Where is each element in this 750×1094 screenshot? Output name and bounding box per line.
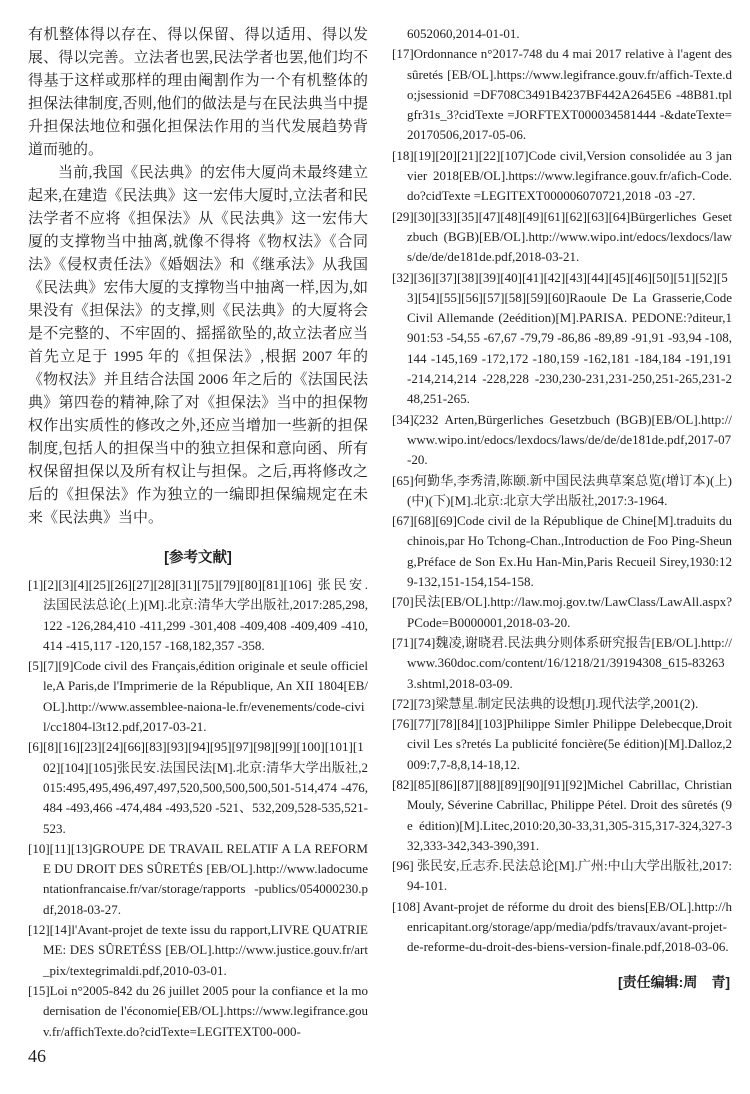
- reference-entry: [12][14]l'Avant-projet de texte issu du rapport,LIVRE QUATRIEME: DES SÛRETÉSS [EB/OL].http://www.justice.gouv.fr/art_pix/textegrimaldi.pdf,2010-03-01.: [28, 922, 368, 978]
- references-heading: [参考文献]: [164, 550, 232, 566]
- reference-entry: [71][74]魏凌,谢晓君.民法典分则体系研究报告[EB/OL].http://www.360doc.com/content/16/1218/21/39194308_615-832633.shtml,2018-03-09.: [392, 634, 732, 691]
- reference-entry: [5][7][9]Code civil des Français,édition originale et seule officielle,A Paris,de l'Imprimerie de la République, An XII 1804[EB/OL].http://www.assemblee-naiona-le.fr/evenements/code-civil/cc1804-l3t12.pdf,2017-03-21.: [28, 658, 368, 735]
- editor-note: [责任编辑:周 青]: [618, 973, 730, 990]
- reference-entry: [34]ζ232 Arten,Bürgerliches Gesetzbuch (BGB)[EB/OL].http://www.wipo.int/edocs/lexdocs/laws/de/de/de181de.pdf,2017-07-20.: [392, 411, 732, 468]
- reference-entry: [76][77][78][84][103]Philippe Simler Philippe Delebecque,Droit civil Les s?retés La publicité foncière(5e édition)[M].Dalloz,2009:7,7-8,8,14-18,12.: [392, 716, 732, 772]
- reference-entry: [67][68][69]Code civil de la République de Chine[M].traduits du chinois,par Ho Tchong-Chan.,Introduction de Foo Ping-Sheung,Préface de Son Ex.Hu Han-Min,Paris Recueil Sirey,1930:129-132,151-154,154-158.: [392, 513, 732, 590]
- body-paragraph: 当前,我国《民法典》的宏伟大厦尚未最终建立起来,在建造《民法典》这一宏伟大厦时,立法者和民法学者不应将《担保法》从《民法典》这一宏伟大厦的支撑物当中抽离,就像不得将《物权法》《合同法》《侵权责任法》《婚姻法》和《继承法》从我国《民法典》宏伟大厦的支撑物当中抽离一样,因为,如果没有《担保法》的支撑,则《民法典》的大厦将会是不完整的、不牢固的、摇摇欲坠的,故立法者应当首先立足于 1995 年的《担保法》,根据 2007 年的《物权法》并且结合法国 2006 年之后的《法国民法典》第四卷的精神,除了对《担保法》当中的担保物权作出实质性的修改之外,还应当增加一些新的担保制度,包括人的担保当中的独立担保和意向函、所有权保留担保以及所有权让与担保。之后,再将修改之后的《担保法》作为独立的一编即担保编规定在未来《民法典》当中。: [28, 165, 368, 526]
- reference-entry: [17]Ordonnance n°2017-748 du 4 mai 2017 relative à l'agent des sûretés [EB/OL].https://www.legifrance.gouv.fr/affich-Texte.do;jsessionid =DF708C3491B4237BF442A2645E6 -48B81.tplgfr31s_3?cidTexte =JORFTEXT000034581444 -&dateTexte=20170506,2017-05-06.: [392, 46, 732, 143]
- reference-entry: [29][30][33][35][47][48][49][61][62][63][64]Bürgerliches Gesetzbuch (BGB)[EB/OL].http://www.wipo.int/edocs/lexdocs/laws/de/de/de181de.pdf,2018-03-21.: [392, 208, 732, 265]
- left-column: [28, 24, 368, 1042]
- reference-entry: [96] 张民安,丘志乔.民法总论[M].广州:中山大学出版社,2017:94-101.: [392, 858, 732, 894]
- reference-entry: [65]何勤华,李秀清,陈颐.新中国民法典草案总览(增订本)(上)(中)(下)[M].北京:北京大学出版社,2017:3-1964.: [392, 472, 732, 508]
- reference-continuation: 6052060,2014-01-01.: [407, 26, 520, 41]
- reference-entry: [6][8][16][23][24][66][83][93][94][95][97][98][99][100][101][102][104][105]张民安.法国民法[M].北京:清华大学出版社,2015:495,495,496,497,497,520,500,500,500,501-514,474 -476,484 -493,466 -474,484 -493,520 -521、532,209,528-535,521-523.: [28, 739, 368, 836]
- right-column: [392, 24, 732, 1042]
- reference-entry: [1][2][3][4][25][26][27][28][31][75][79][80][81][106] 张民安.法国民法总论(上)[M].北京:清华大学出版社,2017:285,298,122 -126,284,410 -411,299 -301,408 -409,408 -409,409 -410,414 -415,117 -120,157 -168,182,357 -358.: [28, 577, 368, 653]
- reference-entry: [72][73]梁慧星.制定民法典的设想[J].现代法学,2001(2).: [392, 695, 699, 711]
- reference-entry: [82][85][86][87][88][89][90][91][92]Michel Cabrillac, Christian Mouly, Séverine Cabrillac, Philippe Pétel. Droit des sûretés (9e édition)[M].Litec,2010:20,30-33,31,305-315,317-324,327-332,333-342,343-390,391.: [392, 776, 732, 853]
- reference-entry: [70]民法[EB/OL].http://law.moj.gov.tw/LawClass/LawAll.aspx?PCode=B0000001,2018-03-20.: [392, 594, 732, 630]
- page-number: 46: [28, 1046, 46, 1066]
- body-paragraph: 有机整体得以存在、得以保留、得以适用、得以发展、得以完善。立法者也罢,民法学者也罢,他们均不得基于这样或那样的理由阉割作为一个有机整体的担保法律制度,否则,他们的做法是与在民法典当中提升担保法地位和强化担保法作用的当代发展趋势背道而驰的。: [28, 27, 368, 158]
- reference-entry: [15]Loi n°2005-842 du 26 juillet 2005 pour la confiance et la modernisation de l'économie[EB/OL].https://www.legifrance.gouv.fr/affichTexte.do?cidTexte=LEGITEXT00-000-: [28, 982, 368, 1039]
- reference-entry: [10][11][13]GROUPE DE TRAVAIL RELATIF A LA REFORME DU DROIT DES SÛRETÉS [EB/OL].http://www.ladocumentationfrancaise.fr/var/storage/rapports -publics/054000230.pdf,2018-03-27.: [28, 840, 368, 917]
- two-column-layout: [28, 24, 732, 1042]
- reference-entry: [32][36][37][38][39][40][41][42][43][44][45][46][50][51][52][53][54][55][56][57][58][59][60]Raoule De La Grasserie,Code Civil Allemande (2eédition)[M].PARISA. PEDONE:?diteur,1901:53 -54,55 -67,67 -79,79 -86,86 -89,89 -91,91 -93,94 -108,144 -145,169 -172,172 -180,159 -162,181 -184,184 -191,191 -214,214,214 -228,228 -230,230-231,231-250,251-265,231-248,251-265.: [392, 269, 732, 407]
- reference-entry: [108] Avant-projet de réforme du droit des biens[EB/OL].http://henricapitant.org/storage/app/media/pdfs/travaux/avant-projet-de-reforme-du-droit-des-biens-version-finale.pdf,2018-03-06.: [392, 898, 732, 955]
- reference-entry: [18][19][20][21][22][107]Code civil,Version consolidée au 3 janvier 2018[EB/OL].https://www.legifrance.gouv.fr/afich-Code.do?cidTexte =LEGITEXT000006070721,2018 -03 -27.: [392, 147, 732, 204]
